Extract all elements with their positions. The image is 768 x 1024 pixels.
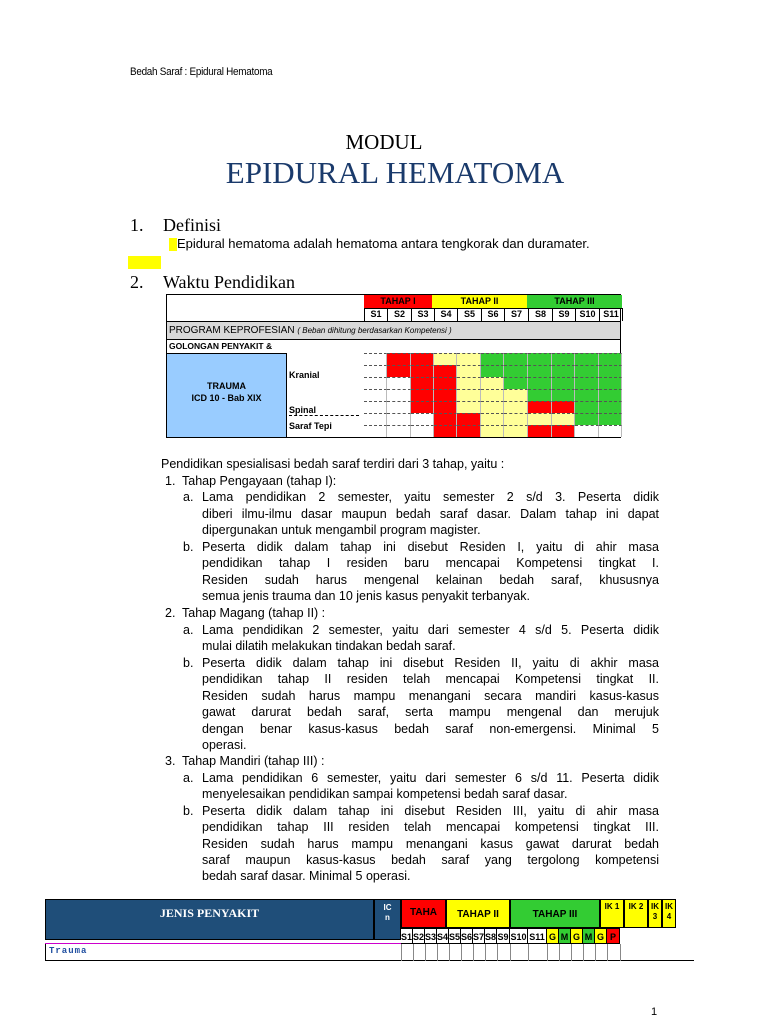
highlight-mark bbox=[128, 256, 161, 269]
ik-mark: P bbox=[607, 928, 620, 944]
section-title: Definisi bbox=[163, 215, 221, 235]
semester-header: S3 bbox=[412, 308, 435, 321]
grid-cell bbox=[528, 401, 552, 413]
grid-cell bbox=[599, 365, 622, 377]
program-label: PROGRAM KEPROFESIAN bbox=[169, 325, 295, 336]
grid-cell bbox=[599, 401, 622, 413]
item-letter: a. bbox=[183, 490, 194, 504]
text-line: dipergunakan untuk mengambil program magister. bbox=[202, 523, 481, 537]
stage-header-1: TAHAP I bbox=[364, 295, 432, 308]
ik-mark: M bbox=[583, 928, 595, 944]
grid-cell bbox=[552, 413, 575, 425]
program-note: ( Beban dihitung berdasarkan Kompetensi ) bbox=[297, 326, 452, 335]
section-title: Waktu Pendidikan bbox=[163, 272, 296, 292]
grid-cell bbox=[457, 389, 481, 401]
grid-cell bbox=[599, 377, 622, 389]
semester-header: S2 bbox=[413, 928, 425, 944]
stage-3-number: 3. bbox=[165, 754, 176, 768]
grid-cell bbox=[552, 389, 575, 401]
grid-cell bbox=[364, 365, 387, 377]
table-cell bbox=[474, 944, 486, 961]
text-line: Residen sudah harus mampu menangani secara mandiri kasus-kasus bbox=[202, 689, 659, 703]
grid-cell bbox=[599, 425, 622, 437]
modul-label: MODUL bbox=[345, 130, 423, 154]
row-label-kranial: Kranial bbox=[289, 370, 320, 380]
semester-header: S5 bbox=[449, 928, 461, 944]
grid-cell bbox=[364, 425, 387, 437]
row-label-spinal: Spinal bbox=[289, 405, 359, 416]
text-line: Residen sudah harus mampu menangani kasus gawat darurat bedah bbox=[202, 837, 659, 851]
grid-cell bbox=[552, 377, 575, 389]
item-letter: b. bbox=[183, 804, 194, 818]
semester-header: S1 bbox=[365, 308, 388, 321]
grid-cell bbox=[411, 413, 434, 425]
grid-cell bbox=[364, 389, 387, 401]
grid-cell bbox=[364, 377, 387, 389]
text-line: semua jenis trauma dan 10 jenis kasus penyakit terbanyak. bbox=[202, 589, 530, 603]
col-header-icd: IC n bbox=[374, 899, 401, 940]
section-number: 2. bbox=[130, 272, 144, 292]
grid-cell bbox=[411, 365, 434, 377]
running-header: Bedah Saraf : Epidural Hematoma bbox=[130, 66, 273, 78]
text-line: mulai dilatih melakukan tindakan bedah saraf. bbox=[202, 639, 456, 653]
text-line: Lama pendidikan 6 semester, yaitu dari semester 6 s/d 11. Peserta didik bbox=[202, 771, 659, 785]
table-cell bbox=[486, 944, 498, 961]
grid-cell bbox=[434, 425, 457, 437]
ik-header: IK 1 bbox=[600, 899, 624, 928]
grid-cell bbox=[504, 389, 528, 401]
grid-cell bbox=[481, 377, 504, 389]
text-line: Peserta didik dalam tahap ini disebut Residen III, yaitu di ahir masa bbox=[202, 804, 659, 818]
stage-header-3: TAHAP III bbox=[527, 295, 622, 308]
grid-cell bbox=[387, 365, 411, 377]
semester-header: S4 bbox=[435, 308, 458, 321]
grid-cell bbox=[411, 353, 434, 365]
stage-2-number: 2. bbox=[165, 606, 176, 620]
stage-3-title: Tahap Mandiri (tahap III) : bbox=[182, 754, 325, 768]
ik-headers bbox=[600, 899, 694, 928]
stage-header-2: TAHAP II bbox=[432, 295, 527, 308]
table-cell bbox=[608, 944, 621, 961]
grid-cell bbox=[411, 425, 434, 437]
text-line: pendidikan tahap II residen telah mencapai Kompetensi tingkat II. bbox=[202, 672, 659, 686]
category-cell bbox=[167, 353, 287, 437]
grid-cell bbox=[481, 425, 504, 437]
grid-cell bbox=[481, 353, 504, 365]
grid-cell bbox=[504, 365, 528, 377]
semester-header: S8 bbox=[485, 928, 497, 944]
text-line: operasi. bbox=[202, 738, 247, 752]
stage-1-title: Tahap Pengayaan (tahap I): bbox=[182, 474, 337, 488]
grid-cell bbox=[387, 353, 411, 365]
grid-cell bbox=[575, 401, 599, 413]
grid-cell bbox=[575, 365, 599, 377]
table-cell bbox=[462, 944, 474, 961]
grid-cell bbox=[504, 425, 528, 437]
grid-cell bbox=[599, 389, 622, 401]
semester-row bbox=[401, 928, 694, 944]
ik-mark: M bbox=[559, 928, 571, 944]
grid-cell bbox=[528, 377, 552, 389]
item-letter: b. bbox=[183, 540, 194, 554]
table-cell bbox=[596, 944, 608, 961]
semester-header: S10 bbox=[510, 928, 528, 944]
grid-cell bbox=[434, 377, 457, 389]
grid-cell bbox=[457, 377, 481, 389]
text-line: dengan benar kasus-kasus bedah saraf non-emergensi. Minimal 5 bbox=[202, 722, 659, 736]
ik-mark: G bbox=[571, 928, 583, 944]
grid-cell bbox=[434, 365, 457, 377]
table-cell bbox=[414, 944, 426, 961]
stage-header-1: TAHA bbox=[401, 899, 446, 928]
grid-cell bbox=[575, 377, 599, 389]
grid-cell bbox=[434, 413, 457, 425]
table-cell bbox=[529, 944, 548, 961]
table-cell bbox=[426, 944, 438, 961]
text-line: pendidikan tahap I residen baru mencapai Kompetensi tingkat I. bbox=[202, 556, 659, 570]
category-line-1: TRAUMA bbox=[207, 381, 246, 391]
semester-header: S4 bbox=[437, 928, 449, 944]
grid-cell bbox=[411, 377, 434, 389]
semester-header: S11 bbox=[528, 928, 547, 944]
grid-cell bbox=[434, 353, 457, 365]
ik-mark: G bbox=[547, 928, 559, 944]
grid-cell bbox=[364, 413, 387, 425]
highlight-mark bbox=[169, 238, 177, 251]
grid-cell bbox=[457, 365, 481, 377]
ik-mark: G bbox=[595, 928, 607, 944]
semester-header: S10 bbox=[576, 308, 600, 321]
grid-cell bbox=[528, 413, 552, 425]
grid-cell bbox=[552, 401, 575, 413]
grid-cell bbox=[457, 353, 481, 365]
semester-header: S6 bbox=[461, 928, 473, 944]
grid-cell bbox=[387, 389, 411, 401]
divider bbox=[45, 940, 401, 944]
definition-text: Epidural hematoma adalah hematoma antara tengkorak dan duramater. bbox=[177, 236, 590, 251]
text-line: Peserta didik dalam tahap ini disebut Residen II, yaitu di akhir masa bbox=[202, 656, 659, 670]
table-cell bbox=[584, 944, 596, 961]
table-cell bbox=[402, 944, 414, 961]
text-line: bedah saraf dasar. Minimal 5 operasi. bbox=[202, 869, 411, 883]
grid-cell bbox=[504, 353, 528, 365]
item-letter: a. bbox=[183, 623, 194, 637]
grid-cell bbox=[528, 365, 552, 377]
intro-text: Pendidikan spesialisasi bedah saraf terdiri dari 3 tahap, yaitu : bbox=[161, 457, 505, 471]
text-line: saraf maupun kasus-kasus bedah saraf yang tergolong kompetensi bbox=[202, 853, 659, 867]
grid-cell bbox=[411, 389, 434, 401]
text-line: gawat darurat bedah saraf, serta mampu mengenal dan merujuk bbox=[202, 705, 659, 719]
grid-cell bbox=[575, 353, 599, 365]
text-line: menyelesaikan pendidikan sampai kompetensi bedah saraf dasar. bbox=[202, 787, 568, 801]
item-letter: b. bbox=[183, 656, 194, 670]
stage-header-3: TAHAP III bbox=[510, 899, 600, 928]
grid-cell bbox=[387, 413, 411, 425]
grid-cell bbox=[552, 353, 575, 365]
table-row bbox=[45, 944, 694, 961]
grid-cell bbox=[528, 425, 552, 437]
semester-header: S7 bbox=[473, 928, 485, 944]
ik-header: IK 2 bbox=[624, 899, 648, 928]
stage-2-title: Tahap Magang (tahap II) : bbox=[182, 606, 326, 620]
grid-cell bbox=[575, 413, 599, 425]
grid-cell bbox=[434, 401, 457, 413]
section-waktu-pendidikan bbox=[130, 272, 430, 296]
grid-cell bbox=[599, 413, 622, 425]
grid-cell bbox=[481, 389, 504, 401]
grid-cell bbox=[504, 401, 528, 413]
table-cell bbox=[438, 944, 450, 961]
grid-cell bbox=[481, 365, 504, 377]
grid-cell bbox=[364, 401, 387, 413]
row-cells bbox=[375, 944, 695, 961]
table-cell bbox=[572, 944, 584, 961]
section-number: 1. bbox=[130, 215, 144, 235]
semester-header: S7 bbox=[505, 308, 529, 321]
grid-cell bbox=[528, 353, 552, 365]
table-cell bbox=[375, 944, 402, 961]
grid-cell bbox=[552, 425, 575, 437]
semester-header: S1 bbox=[401, 928, 413, 944]
semester-header: S9 bbox=[553, 308, 576, 321]
grid-cell bbox=[387, 377, 411, 389]
grid-cell bbox=[575, 425, 599, 437]
grid-cell bbox=[481, 401, 504, 413]
ik-header: IK 4 bbox=[662, 899, 676, 928]
table-cell bbox=[498, 944, 511, 961]
education-schedule-table bbox=[166, 294, 621, 438]
table-cell bbox=[548, 944, 560, 961]
ik-header: IK 3 bbox=[648, 899, 662, 928]
grid-cell bbox=[575, 389, 599, 401]
semester-header: S2 bbox=[388, 308, 412, 321]
grid-cell bbox=[457, 401, 481, 413]
text-line: Lama pendidikan 2 semester, yaitu semester 2 s/d 3. Peserta didik bbox=[202, 490, 659, 504]
row-label-trauma: Trauma bbox=[49, 946, 88, 956]
semester-header: S11 bbox=[600, 308, 623, 321]
page-number: 1 bbox=[651, 1006, 658, 1018]
category-line-2: ICD 10 - Bab XIX bbox=[191, 393, 262, 403]
grid-cell bbox=[504, 413, 528, 425]
program-row bbox=[167, 321, 620, 340]
grid-cell bbox=[528, 389, 552, 401]
grid-cell bbox=[552, 365, 575, 377]
semester-header: S8 bbox=[529, 308, 553, 321]
group-label: GOLONGAN PENYAKIT & bbox=[169, 341, 273, 351]
grid-cell bbox=[387, 425, 411, 437]
grid-cell bbox=[387, 401, 411, 413]
grid-cell bbox=[411, 401, 434, 413]
table-cell bbox=[450, 944, 462, 961]
grid-cell bbox=[434, 389, 457, 401]
semester-header: S3 bbox=[425, 928, 437, 944]
page-title: EPIDURAL HEMATOMA bbox=[225, 155, 565, 190]
stage-1-number: 1. bbox=[165, 474, 176, 488]
grid-cell bbox=[457, 413, 481, 425]
competency-grid bbox=[364, 353, 622, 437]
text-line: Peserta didik dalam tahap ini disebut Residen I, yaitu di ahir masa bbox=[202, 540, 659, 554]
text-line: diberi ilmu-ilmu dasar maupun bedah saraf dasar. Dalam tahap ini dapat bbox=[202, 507, 659, 521]
semester-row bbox=[364, 308, 622, 321]
grid-cell bbox=[457, 425, 481, 437]
stage-header-2: TAHAP II bbox=[446, 899, 510, 928]
text-line: Lama pendidikan 2 semester, yaitu dari semester 4 s/d 5. Peserta didik bbox=[202, 623, 659, 637]
text-line: Residen sudah harus mengenal kelainan bedah saraf, khususnya bbox=[202, 573, 659, 587]
disease-competency-table bbox=[45, 899, 696, 962]
semester-header: S6 bbox=[482, 308, 505, 321]
semester-header: S9 bbox=[497, 928, 510, 944]
table-cell bbox=[560, 944, 572, 961]
row-label-saraf-tepi: Saraf Tepi bbox=[289, 421, 332, 431]
grid-cell bbox=[599, 353, 622, 365]
item-letter: a. bbox=[183, 771, 194, 785]
col-header-jenis-penyakit: JENIS PENYAKIT bbox=[45, 899, 374, 940]
semester-header: S5 bbox=[458, 308, 482, 321]
grid-cell bbox=[481, 413, 504, 425]
grid-cell bbox=[504, 377, 528, 389]
grid-cell bbox=[364, 353, 387, 365]
table-cell bbox=[511, 944, 529, 961]
text-line: pendidikan tahap III residen telah mencapai kompetensi tingkat III. bbox=[202, 820, 659, 834]
